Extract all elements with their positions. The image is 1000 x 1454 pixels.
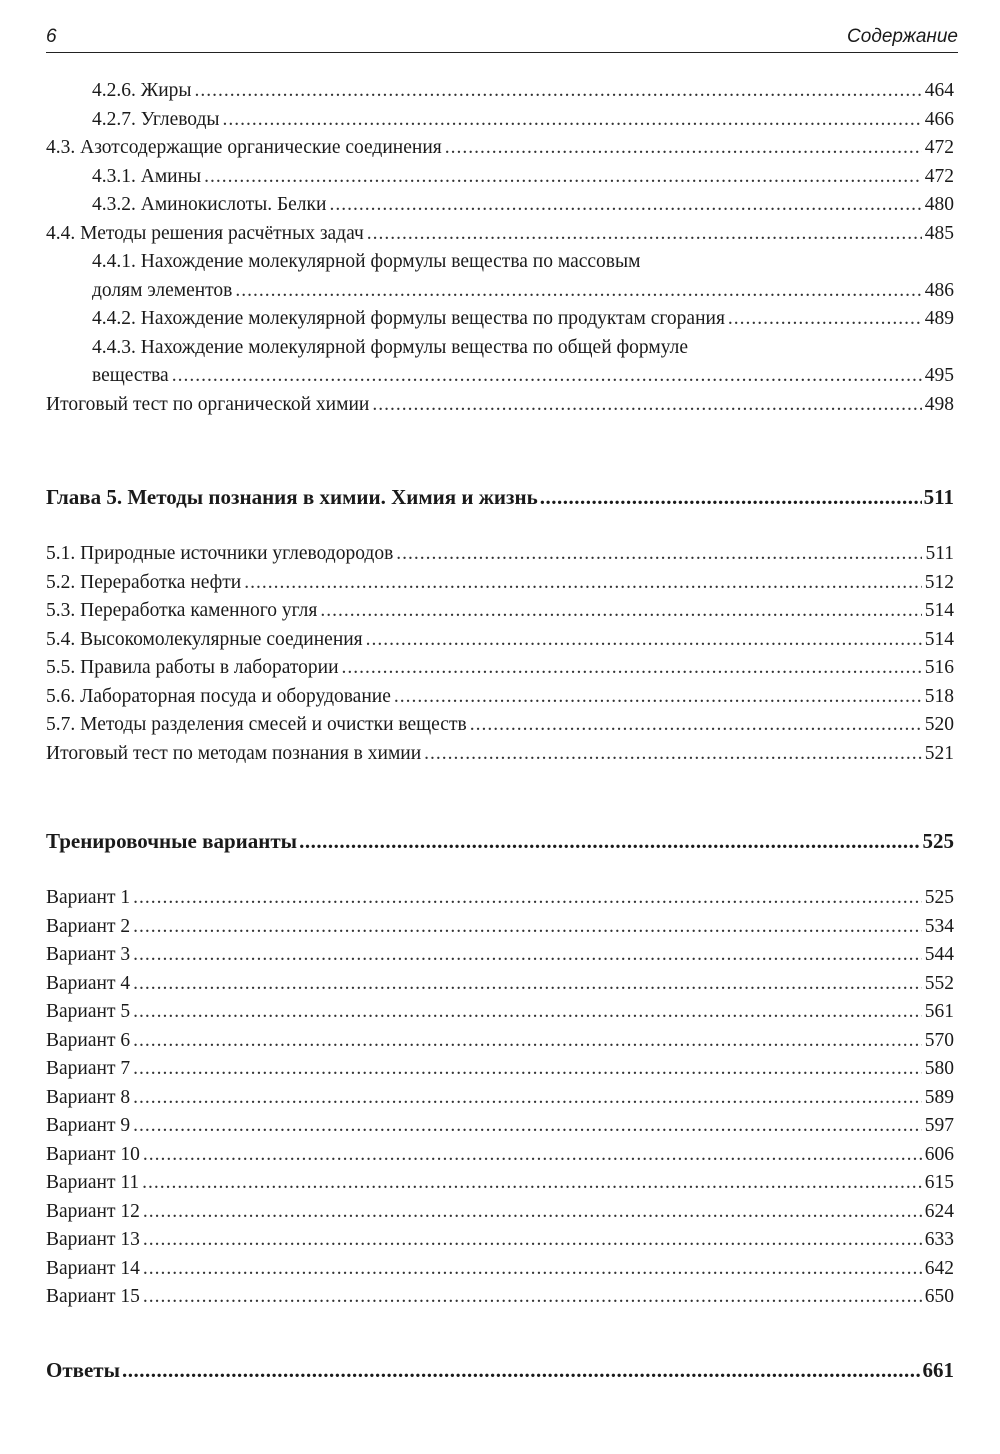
toc-entry[interactable] <box>46 626 954 655</box>
toc-entry-title: 4.3. Азотсодержащие органические соединения <box>46 137 442 158</box>
dot-leader <box>133 1084 922 1113</box>
toc-entry-title: вещества <box>92 365 169 386</box>
chapter-page: 525 <box>922 829 954 853</box>
dot-leader <box>133 970 922 999</box>
toc-entry-title: 5.2. Переработка нефти <box>46 571 242 593</box>
dot-leader <box>540 482 922 512</box>
toc-training-entries <box>46 884 954 1312</box>
dot-leader <box>204 163 922 192</box>
dot-leader <box>143 1198 922 1227</box>
toc-entry-page: 552 <box>924 972 954 994</box>
toc-entry-page: 525 <box>924 887 954 908</box>
toc-entry-title: 4.4. Методы решения расчётных задач <box>46 222 364 244</box>
dot-leader <box>143 1226 922 1255</box>
dot-leader <box>122 1355 920 1385</box>
toc-entry-title: Вариант 2 <box>46 915 131 937</box>
toc-entry[interactable] <box>46 740 954 769</box>
toc-entry-title: Вариант 3 <box>46 944 131 965</box>
toc-answers-heading <box>46 1355 954 1385</box>
toc-entry-title: 5.4. Высокомолекулярные соединения <box>46 628 363 650</box>
toc-entry[interactable] <box>46 305 954 334</box>
toc-entry[interactable] <box>46 77 954 106</box>
toc-entry-page: 466 <box>924 108 954 130</box>
dot-leader <box>396 540 922 569</box>
dot-leader <box>142 1169 922 1198</box>
toc-entry-title: 5.7. Методы разделения смесей и очистки веществ <box>46 714 467 735</box>
toc-entry[interactable] <box>46 941 954 970</box>
toc-entry-page: 472 <box>924 165 954 187</box>
toc-entry[interactable] <box>46 277 954 306</box>
dot-leader <box>133 998 922 1027</box>
toc-entry-title: 5.6. Лабораторная посуда и оборудование <box>46 685 391 707</box>
toc-entry-page: 514 <box>924 600 954 621</box>
dot-leader <box>133 884 922 913</box>
chapter-entry[interactable] <box>46 1355 954 1385</box>
chapter-entry[interactable] <box>46 482 954 512</box>
toc-entry-title: 4.3.2. Аминокислоты. Белки <box>92 194 327 215</box>
chapter-title: Глава 5. Методы познания в химии. Химия и жизнь <box>46 485 538 509</box>
toc-entry-page: 520 <box>924 714 954 735</box>
toc-entry[interactable] <box>46 1198 954 1227</box>
toc-entry-title: Вариант 12 <box>46 1200 140 1222</box>
chapter-page: 511 <box>923 485 954 509</box>
toc-entry[interactable] <box>46 220 954 249</box>
toc-entry-page: 512 <box>924 571 954 593</box>
toc-entry-title: Вариант 14 <box>46 1257 140 1279</box>
toc-entry-title: 4.2.6. Жиры <box>92 80 192 101</box>
chapter-title: Ответы <box>46 1358 121 1382</box>
toc-entry-title: 4.2.7. Углеводы <box>92 108 220 130</box>
toc-entry-page: 518 <box>924 685 954 707</box>
toc-entry-title: 4.4.2. Нахождение молекулярной формулы вещества по продуктам сгорания <box>92 308 725 329</box>
toc-chapter5-heading <box>46 482 954 512</box>
dot-leader <box>366 626 922 655</box>
dot-leader <box>424 740 922 769</box>
toc-entry-page: 606 <box>924 1143 954 1165</box>
toc-entry[interactable] <box>46 1226 954 1255</box>
toc-entry[interactable] <box>46 654 954 683</box>
toc-entry-page: 514 <box>924 628 954 650</box>
toc-entry-title-line1: 4.4.3. Нахождение молекулярной формулы вещества по общей формуле <box>92 336 688 358</box>
toc-entry-title: Вариант 8 <box>46 1086 131 1108</box>
dot-leader <box>143 1283 922 1312</box>
dot-leader <box>133 1027 922 1056</box>
toc-entry-page: 498 <box>924 393 954 415</box>
dot-leader <box>299 826 920 856</box>
toc-entry[interactable] <box>46 1283 954 1312</box>
toc-entry-title: 4.3.1. Амины <box>92 165 202 187</box>
toc-entry-title: Итоговый тест по методам познания в химии <box>46 742 422 764</box>
toc-entry-page: 511 <box>925 543 954 564</box>
toc-entry-page: 516 <box>924 657 954 678</box>
toc-entry-page: 544 <box>924 944 954 965</box>
toc-entry-page: 624 <box>924 1200 954 1222</box>
dot-leader <box>133 941 922 970</box>
dot-leader <box>133 1112 922 1141</box>
toc-entry-page: 650 <box>924 1286 954 1307</box>
toc-entry-page: 486 <box>924 279 954 301</box>
toc-entry-title: 5.5. Правила работы в лаборатории <box>46 657 339 678</box>
toc-entry-title: Вариант 11 <box>46 1172 140 1193</box>
toc-entry-title: Вариант 6 <box>46 1029 131 1051</box>
toc-entry-page: 633 <box>924 1229 954 1250</box>
toc-entry-page: 642 <box>924 1257 954 1279</box>
toc-entry-title: 5.1. Природные источники углеводородов <box>46 543 394 564</box>
toc-entry-page: 597 <box>924 1115 954 1136</box>
dot-leader <box>172 362 922 391</box>
toc-entry[interactable] <box>46 391 954 420</box>
toc-chapter5-entries <box>46 540 954 768</box>
dot-leader <box>143 1141 922 1170</box>
toc-entry-title: 5.3. Переработка каменного угля <box>46 600 318 621</box>
dot-leader <box>195 77 922 106</box>
toc-entry[interactable] <box>46 711 954 740</box>
toc-entry-page: 580 <box>924 1058 954 1079</box>
dot-leader <box>470 711 922 740</box>
page-number: 6 <box>46 26 57 47</box>
dot-leader <box>367 220 922 249</box>
dot-leader <box>133 913 922 942</box>
toc-entry-title: Вариант 5 <box>46 1001 131 1022</box>
toc-entry-page: 495 <box>924 365 954 386</box>
chapter-entry[interactable] <box>46 826 954 856</box>
dot-leader <box>133 1055 922 1084</box>
toc-entry-title: Итоговый тест по органической химии <box>46 393 370 415</box>
toc-entry[interactable] <box>46 1255 954 1284</box>
toc-entry[interactable] <box>46 106 954 135</box>
toc-entry-page: 464 <box>924 80 954 101</box>
toc-entry[interactable] <box>46 1169 954 1198</box>
toc-entry[interactable] <box>46 998 954 1027</box>
toc-training-heading <box>46 826 954 856</box>
dot-leader <box>329 191 921 220</box>
toc-entry-page: 615 <box>924 1172 954 1193</box>
toc-chapter4-continuation <box>46 77 954 419</box>
page-header <box>46 22 958 53</box>
toc-entry[interactable] <box>46 362 954 391</box>
toc-entry-title: Вариант 15 <box>46 1286 140 1307</box>
toc-entry[interactable] <box>46 884 954 913</box>
toc-entry-page: 480 <box>924 194 954 215</box>
toc-entry-title: Вариант 7 <box>46 1058 131 1079</box>
dot-leader <box>728 305 922 334</box>
toc-entry-page: 472 <box>924 137 954 158</box>
toc-entry-title: Вариант 4 <box>46 972 131 994</box>
dot-leader <box>342 654 922 683</box>
toc-entry-page: 534 <box>924 915 954 937</box>
toc-entry-title: Вариант 9 <box>46 1115 131 1136</box>
toc-entry-title: Вариант 1 <box>46 887 131 908</box>
dot-leader <box>143 1255 922 1284</box>
toc-entry-page: 489 <box>924 308 954 329</box>
toc-entry-page: 521 <box>924 742 954 764</box>
toc-entry[interactable] <box>46 163 954 192</box>
toc-entry[interactable] <box>46 540 954 569</box>
toc-entry-title-line1: 4.4.1. Нахождение молекулярной формулы вещества по массовым <box>92 251 641 272</box>
toc-entry[interactable] <box>46 1112 954 1141</box>
toc-entry[interactable] <box>46 1084 954 1113</box>
toc-entry[interactable] <box>46 1055 954 1084</box>
toc-entry[interactable] <box>46 597 954 626</box>
toc-entry-title: Вариант 13 <box>46 1229 140 1250</box>
running-title: Содержание <box>847 26 958 47</box>
dot-leader <box>394 683 922 712</box>
toc-entry[interactable] <box>46 1027 954 1056</box>
toc-entry-title: Вариант 10 <box>46 1143 140 1165</box>
dot-leader <box>235 277 921 306</box>
toc-entry[interactable] <box>46 913 954 942</box>
chapter-page: 661 <box>922 1358 954 1382</box>
toc-entry[interactable] <box>46 970 954 999</box>
dot-leader <box>372 391 921 420</box>
chapter-title: Тренировочные варианты <box>46 829 298 853</box>
toc-entry-page: 561 <box>924 1001 954 1022</box>
toc-entry-title: долям элементов <box>92 279 233 301</box>
dot-leader <box>244 569 922 598</box>
toc-entry[interactable] <box>46 191 954 220</box>
toc-entry[interactable] <box>46 683 954 712</box>
toc-entry-page: 570 <box>924 1029 954 1051</box>
toc-entry[interactable] <box>46 569 954 598</box>
toc-entry-page: 485 <box>924 222 954 244</box>
dot-leader <box>445 134 922 163</box>
dot-leader <box>223 106 922 135</box>
dot-leader <box>320 597 921 626</box>
toc-entry-page: 589 <box>924 1086 954 1108</box>
toc-entry[interactable] <box>46 134 954 163</box>
toc-entry[interactable] <box>46 1141 954 1170</box>
